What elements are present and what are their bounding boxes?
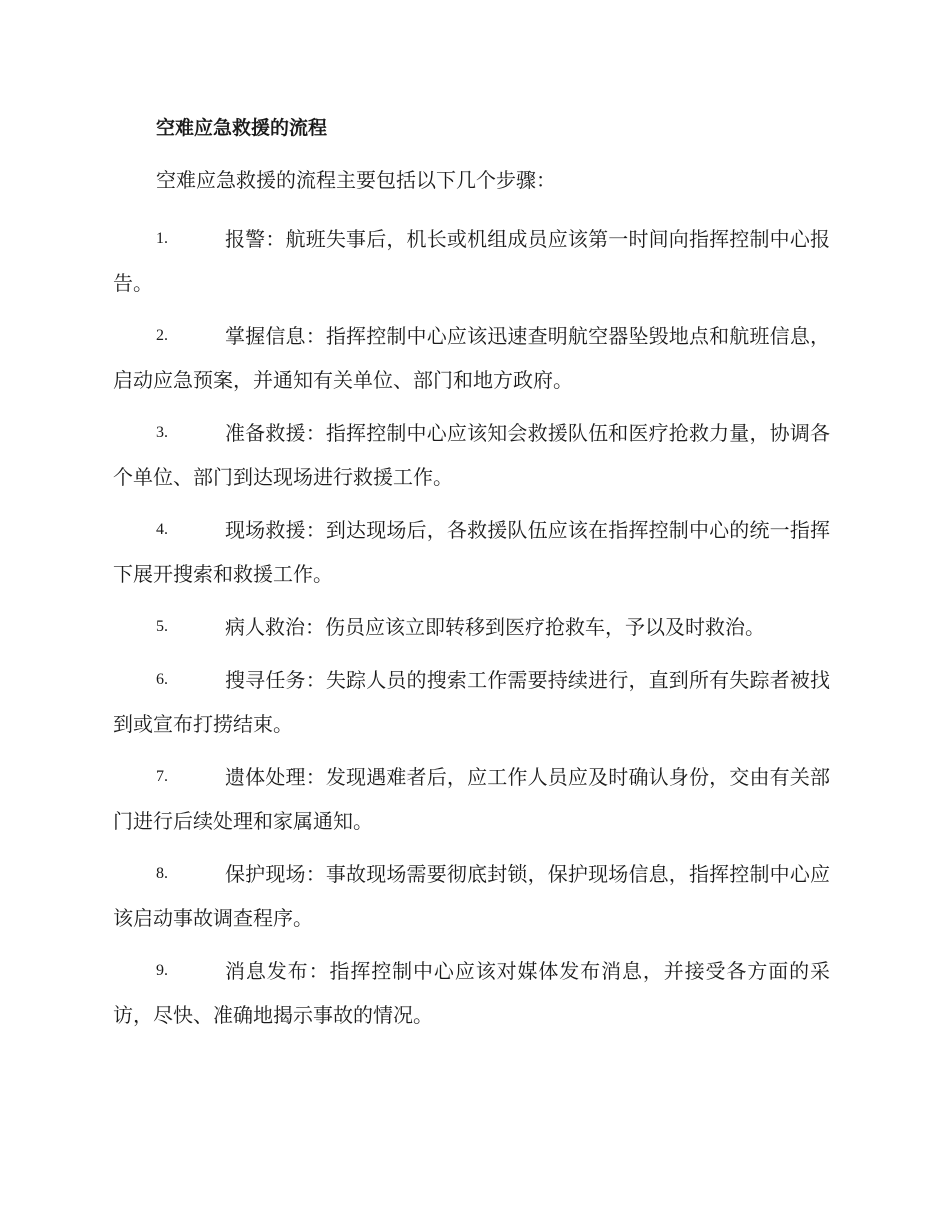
step-text: 掌握信息：指挥控制中心应该迅速查明航空器坠毁地点和航班信息，启动应急预案，并通知有关单位、部门和地方政府。	[113, 324, 830, 392]
step-number: 3.	[156, 424, 168, 441]
step-text: 报警：航班失事后，机长或机组成员应该第一时间向指挥控制中心报告。	[113, 227, 830, 295]
intro-paragraph: 空难应急救援的流程主要包括以下几个步骤：	[156, 168, 556, 192]
list-item	[113, 949, 830, 1037]
step-text: 消息发布：指挥控制中心应该对媒体发布消息，并接受各方面的采访，尽快、准确地揭示事故的情况。	[113, 959, 830, 1027]
step-text: 保护现场：事故现场需要彻底封锁，保护现场信息，指挥控制中心应该启动事故调查程序。	[113, 862, 830, 930]
step-text: 搜寻任务：失踪人员的搜索工作需要持续进行，直到所有失踪者被找到或宣布打捞结束。	[113, 668, 830, 736]
step-text: 遗体处理：发现遇难者后，应工作人员应及时确认身份，交由有关部门进行后续处理和家属通知。	[113, 765, 830, 833]
step-number: 5.	[156, 618, 168, 635]
step-number: 9.	[156, 962, 168, 979]
list-item	[113, 508, 830, 596]
list-item	[113, 852, 830, 940]
step-text: 准备救援：指挥控制中心应该知会救援队伍和医疗抢救力量，协调各个单位、部门到达现场进行救援工作。	[113, 421, 830, 489]
document-title: 空难应急救援的流程	[156, 117, 328, 139]
list-item	[113, 658, 830, 746]
step-number: 2.	[156, 327, 168, 344]
list-item	[113, 755, 830, 843]
step-number: 1.	[156, 230, 168, 247]
list-item	[113, 605, 830, 649]
step-text: 现场救援：到达现场后，各救援队伍应该在指挥控制中心的统一指挥下展开搜索和救援工作。	[113, 518, 830, 586]
step-number: 8.	[156, 865, 168, 882]
step-number: 4.	[156, 521, 168, 538]
steps-list	[113, 217, 830, 1037]
list-item	[113, 217, 830, 305]
list-item	[113, 314, 830, 402]
step-number: 7.	[156, 768, 168, 785]
list-item	[113, 411, 830, 499]
step-number: 6.	[156, 671, 168, 688]
step-text: 病人救治：伤员应该立即转移到医疗抢救车，予以及时救治。	[225, 615, 765, 639]
